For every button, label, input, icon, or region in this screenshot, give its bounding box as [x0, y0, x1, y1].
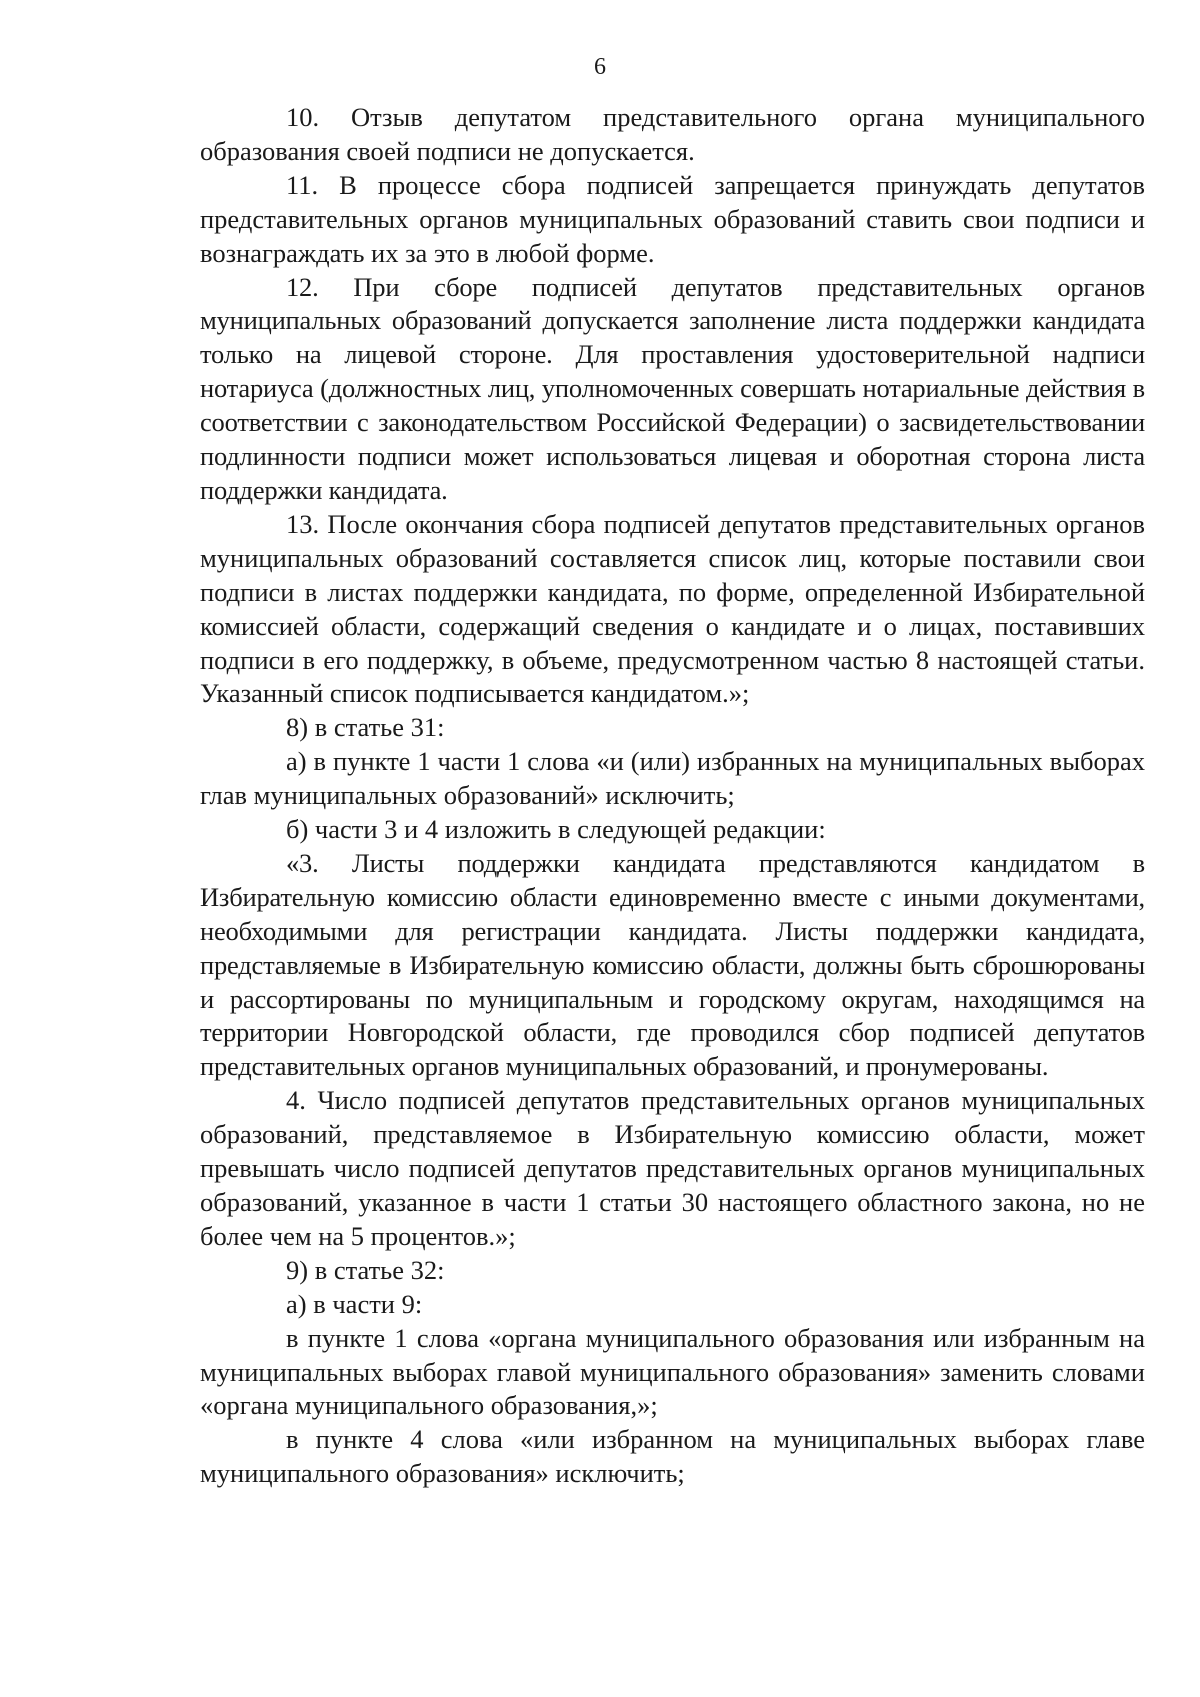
paragraph-point-4: в пункте 4 слова «или избранном на муниципальных выборах главе муниципального образования» исключить;: [200, 1424, 1145, 1489]
paragraph-item-12: 12. При сборе подписей депутатов представительных органов муниципальных образований допускается заполнение листа поддержки кандидата только на лицевой стороне. Для проставления удостоверительной надписи нотариуса (должностных лиц, уполномоченных совершать нотариальные действия в соответствии с законодательством Российской Федерации) о засвидетельствовании подлинности подписи может использоваться лицевая и оборотная сторона листа поддержки кандидата.: [200, 271, 1145, 505]
document-body: [200, 101, 1145, 1491]
paragraph-article-31-b: б) части 3 и 4 изложить в следующей редакции:: [286, 814, 826, 845]
paragraph-item-11: 11. В процессе сбора подписей запрещается принуждать депутатов представительных органов муниципальных образований ставить свои подписи и вознаграждать их за это в любой форме.: [200, 169, 1145, 268]
paragraph-item-13: 13. После окончания сбора подписей депутатов представительных органов муниципальных образований составляется список лиц, которые поставили свои подписи в листах поддержки кандидата, по форме, определенной Избирательной комиссией области, содержащий сведения о кандидате и о лицах, поставивших подписи в его поддержку, в объеме, предусмотренном частью 8 настоящей статьи. Указанный список подписывается кандидатом.»;: [200, 508, 1145, 709]
page-number: 6: [594, 54, 606, 80]
paragraph-article-31-a: а) в пункте 1 части 1 слова «и (или) избранных на муниципальных выборах глав муниципальных образований» исключить;: [200, 746, 1145, 811]
paragraph-article-31: 8) в статье 31:: [286, 712, 445, 743]
paragraph-item-3: «3. Листы поддержки кандидата представляются кандидатом в Избирательную комиссию области единовременно вместе с иными документами, необходимыми для регистрации кандидата. Листы поддержки кандидата, представляемые в Избирательную комиссию области, должны быть сброшюрованы и рассортированы по муниципальным и городскому округам, находящимся на территории Новгородской области, где проводился сбор подписей депутатов представительных органов муниципальных образований, и пронумерованы.: [200, 847, 1145, 1082]
paragraph-article-32: 9) в статье 32:: [286, 1254, 445, 1285]
paragraph-point-1: в пункте 1 слова «органа муниципального образования или избранным на муниципальных выборах главой муниципального образования» заменить словами «органа муниципального образования,»;: [200, 1322, 1145, 1421]
paragraph-article-32-a: а) в части 9:: [286, 1288, 423, 1319]
paragraph-item-4: 4. Число подписей депутатов представительных органов муниципальных образований, представляемое в Избирательную комиссию области, может превышать число подписей депутатов представительных органов муниципальных образований, указанное в части 1 статьи 30 настоящего областного закона, но не более чем на 5 процентов.»;: [200, 1085, 1145, 1251]
paragraph-item-10: 10. Отзыв депутатом представительного органа муниципального образования своей подписи не допускается.: [200, 102, 1145, 166]
